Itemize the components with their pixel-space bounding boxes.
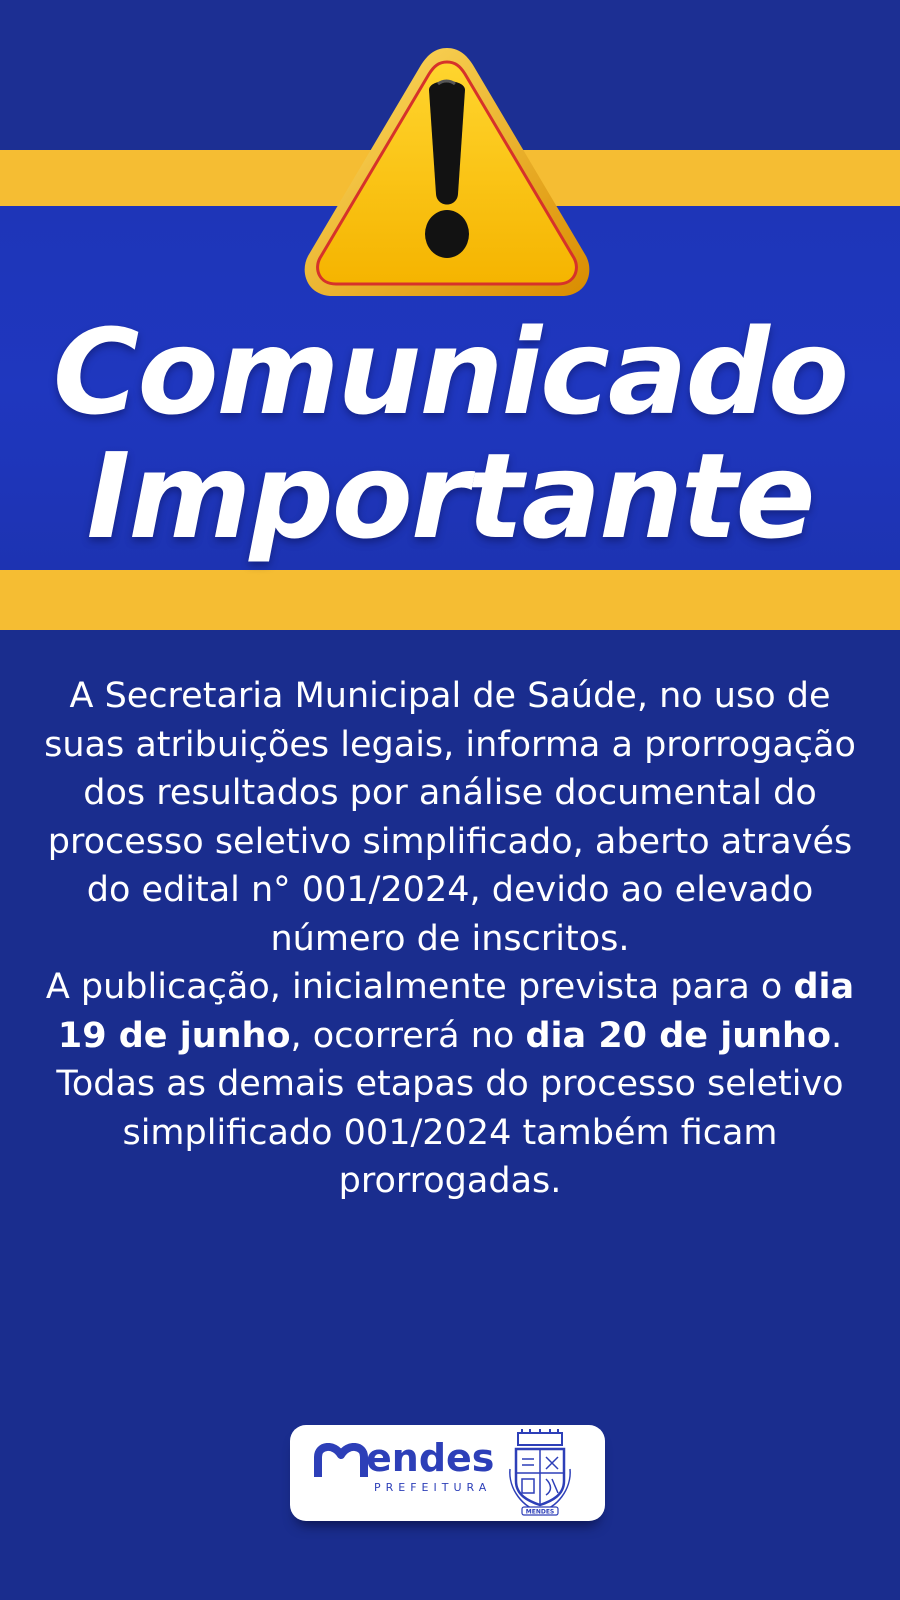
yellow-stripe-bottom (0, 570, 900, 630)
announcement-paragraph-2b: , ocorrerá no (290, 1015, 526, 1056)
original-date: dia 19 de junho (57, 967, 855, 1056)
crest-label: MENDES (525, 1508, 555, 1516)
announcement-paragraph-1: A Secretaria Municipal de Saúde, no uso de suas atribuições legais, informa a prorrogação dos resultados por análise documental do processo seletivo simplificado, aberto através do edital n° 001/2024, devido ao elevado número de inscritos. (44, 676, 856, 959)
logo-subtitle: PREFEITURA (374, 1481, 492, 1494)
heart-icon (314, 1443, 368, 1479)
logo-brand: endes (366, 1436, 495, 1480)
announcement-text (40, 672, 860, 1206)
warning-triangle-icon (298, 44, 596, 306)
title-line-2: Importante (86, 427, 814, 565)
page-title (0, 303, 900, 565)
new-date: dia 20 de junho (525, 1015, 831, 1056)
announcement-paragraph-2c: . Todas as demais etapas do processo seletivo simplificado 001/2024 também ficam prorrogadas. (56, 1015, 844, 1201)
prefeitura-logo (290, 1425, 605, 1521)
title-line-1: Comunicado (52, 303, 848, 441)
announcement-paragraph-2: A publicação, inicialmente prevista para o (45, 967, 794, 1007)
coat-of-arms-icon (508, 1429, 572, 1517)
